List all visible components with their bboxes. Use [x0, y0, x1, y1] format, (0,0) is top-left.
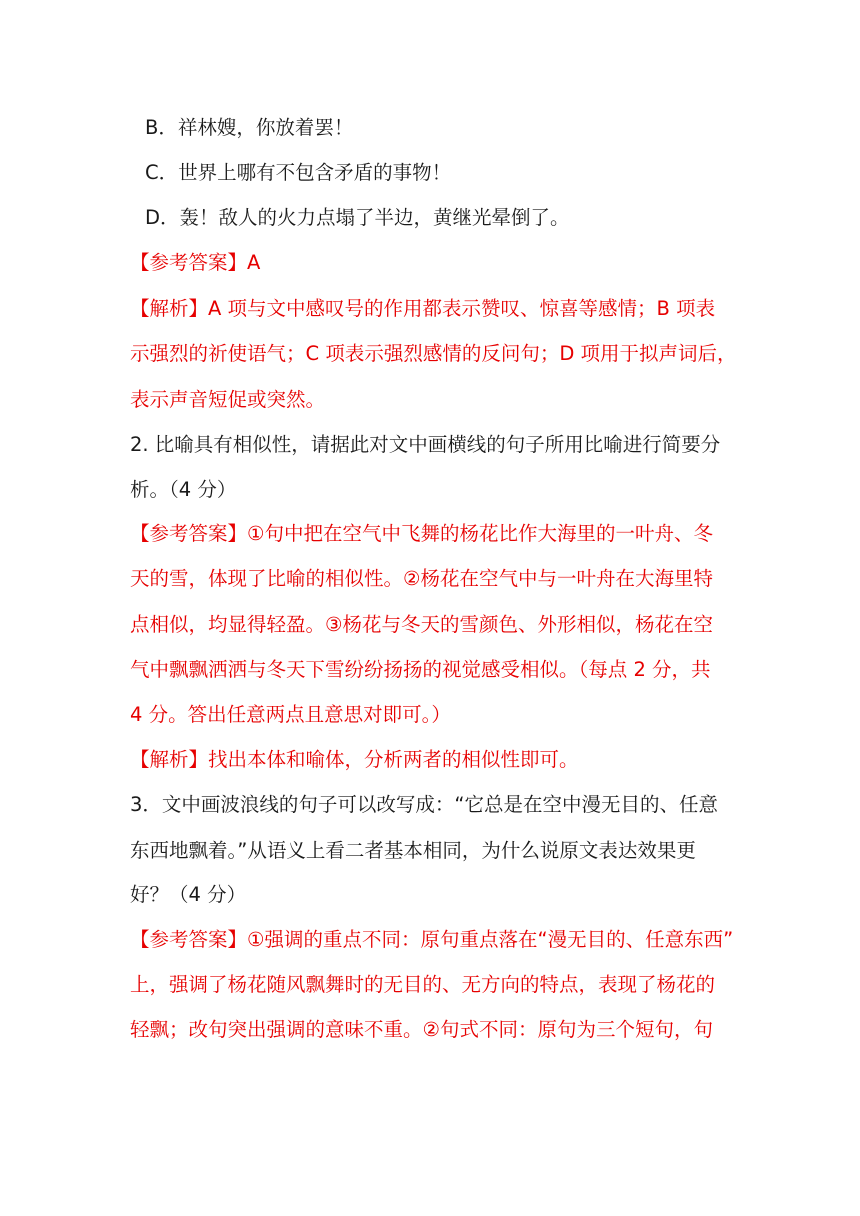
option-b: B．祥林嫂，你放着罢！ — [145, 116, 354, 139]
analysis-q1-line3: 表示声音短促或突然。 — [130, 388, 326, 411]
question-3-line2: 东西地飘着。”从语义上看二者基本相同，为什么说原文表达效果更 — [130, 839, 696, 862]
analysis-q2: 【解析】找出本体和喻体，分析两者的相似性即可。 — [130, 748, 579, 771]
answer-q3-line1: 【参考答案】①强调的重点不同：原句重点落在“漫无目的、任意东西” — [130, 928, 734, 951]
answer-q2-line3: 点相似，均显得轻盈。③杨花与冬天的雪颜色、外形相似，杨花在空 — [130, 613, 713, 636]
analysis-q1-line2: 示强烈的祈使语气；C 项表示强烈感情的反问句；D 项用于拟声词后， — [130, 342, 737, 365]
question-2-line1: 2. 比喻具有相似性，请据此对文中画横线的句子所用比喻进行简要分 — [130, 433, 721, 456]
option-d: D．轰！敌人的火力点塌了半边，黄继光晕倒了。 — [145, 206, 570, 229]
answer-q2-line4: 气中飘飘洒洒与冬天下雪纷纷扬扬的视觉感受相似。（每点 2 分，共 — [130, 658, 711, 681]
answer-q2-line2: 天的雪，体现了比喻的相似性。②杨花在空气中与一叶舟在大海里特 — [130, 567, 713, 590]
analysis-q1-line1: 【解析】A 项与文中感叹号的作用都表示赞叹、惊喜等感情；B 项表 — [130, 297, 716, 320]
option-c: C．世界上哪有不包含矛盾的事物！ — [145, 161, 452, 184]
question-3-line3: 好？（4 分） — [130, 883, 247, 906]
question-3-line1: 3．文中画波浪线的句子可以改写成：“它总是在空中漫无目的、任意 — [130, 793, 719, 816]
answer-q2-line5: 4 分。答出任意两点且意思对即可。） — [130, 703, 451, 726]
answer-q2-line1: 【参考答案】①句中把在空气中飞舞的杨花比作大海里的一叶舟、冬 — [130, 522, 713, 545]
question-2-line2: 析。（4 分） — [130, 478, 237, 501]
answer-q3-line3: 轻飘；改句突出强调的意味不重。②句式不同：原句为三个短句，句 — [130, 1018, 713, 1041]
answer-q3-line2: 上，强调了杨花随风飘舞时的无目的、无方向的特点，表现了杨花的 — [130, 973, 716, 996]
answer-q1: 【参考答案】A — [130, 251, 261, 274]
